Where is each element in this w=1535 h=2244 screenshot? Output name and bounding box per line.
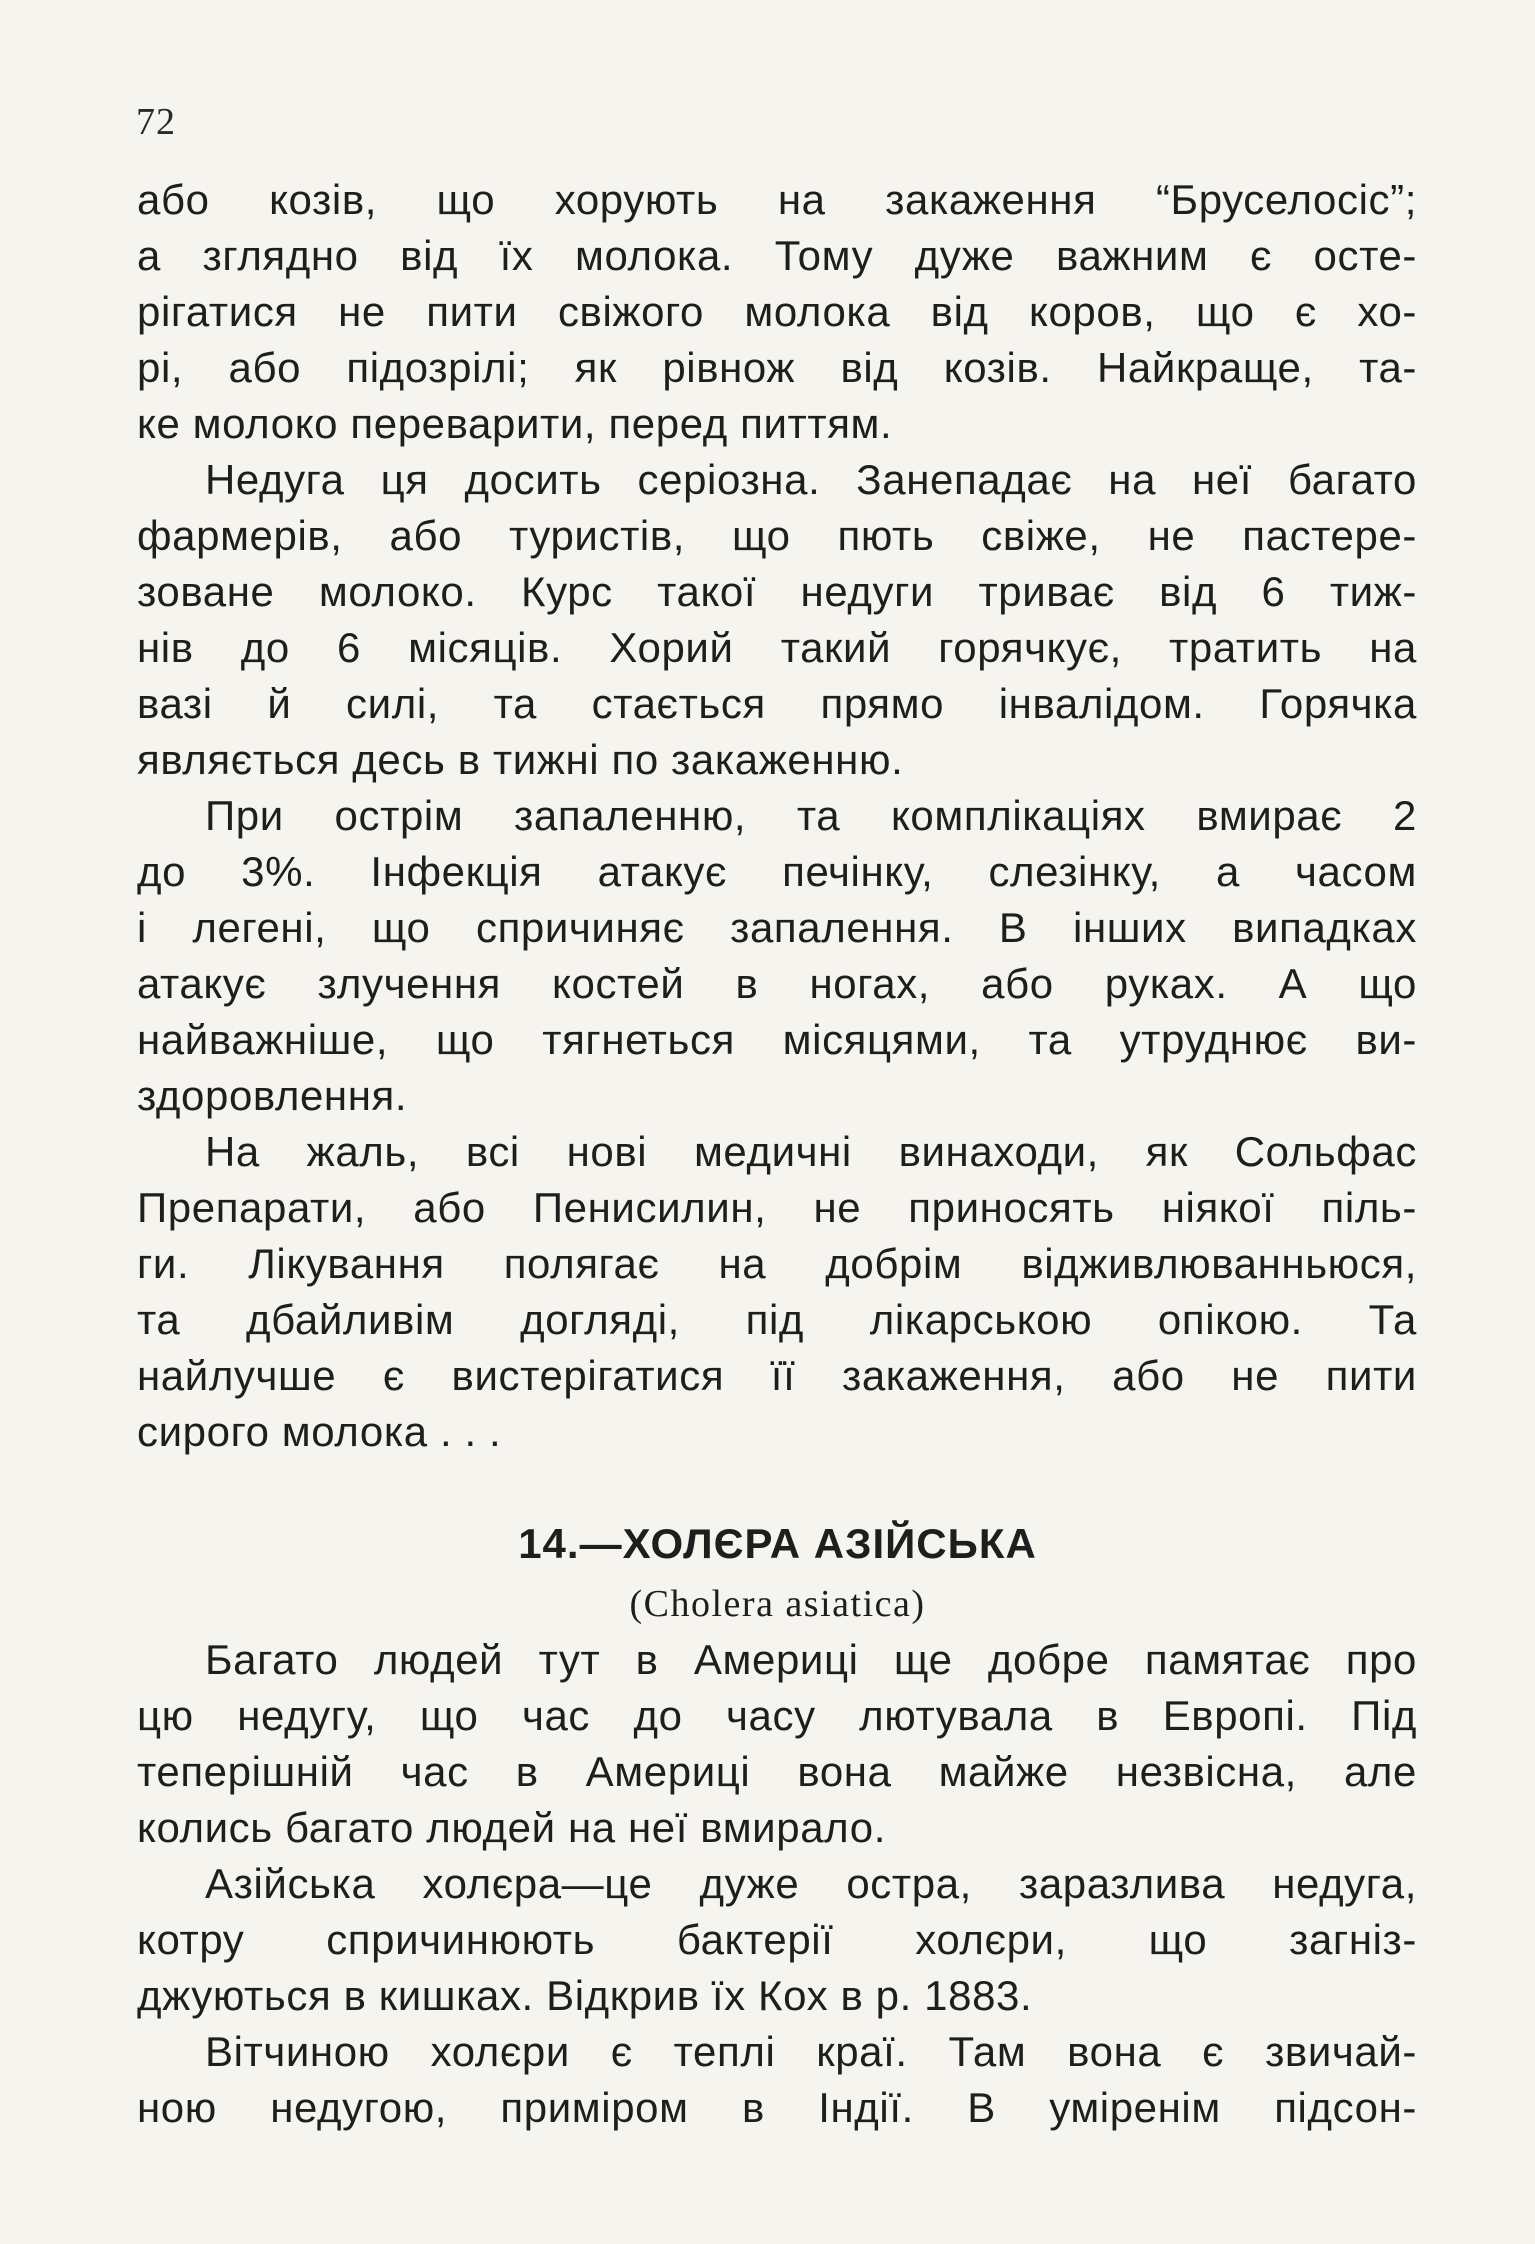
text-line: являється десь в тижні по закаженню. <box>137 736 904 783</box>
paragraph <box>137 172 1417 452</box>
text-line: джуються в кишках. Відкрив їх Кох в р. 1883. <box>137 1972 1033 2019</box>
text-line: сирого молока . . . <box>137 1408 502 1455</box>
text-line: зоване молоко. Курс такої недуги триває від 6 тиж- <box>137 568 1417 615</box>
text-line: здоровлення. <box>137 1072 408 1119</box>
page-number: 72 <box>136 101 176 143</box>
paragraph <box>137 788 1417 1124</box>
section-heading: 14.—ХОЛЄРА АЗІЙСЬКА <box>518 1520 1037 1567</box>
text-line: фармерів, або туристів, що пють свіже, не пастере- <box>137 512 1417 559</box>
text-line: найважніше, що тягнеться місяцями, та утруднює ви- <box>137 1016 1417 1063</box>
text-line: вазі й силі, та стається прямо інвалідом. Горячка <box>137 680 1417 727</box>
text-line: Недуга ця досить серіозна. Занепадає на неї багато <box>205 456 1417 503</box>
text-line: і легені, що спричиняє запалення. В інших випадках <box>137 904 1417 951</box>
paragraph <box>137 1124 1417 1460</box>
text-line: Багато людей тут в Америці ще добре памятає про <box>205 1636 1417 1683</box>
paragraph <box>137 452 1417 788</box>
text-line: атакує злучення костей в ногах, або руках. А що <box>137 960 1417 1007</box>
text-line: котру спричинюють бактерії холєри, що загніз- <box>137 1916 1417 1963</box>
section-subheading: (Cholera asiatica) <box>629 1583 926 1625</box>
paragraph <box>137 2024 1417 2136</box>
text-line: ги. Лікування полягає на добрім відживлюванньюся, <box>137 1240 1417 1287</box>
text-line: ною недугою, приміром в Індії. В уміренім підсон- <box>137 2084 1417 2131</box>
text-line: Препарати, або Пенисилин, не приносять ніякої піль- <box>137 1184 1417 1231</box>
text-line: При острім запаленню, та комплікаціях вмирає 2 <box>205 792 1417 839</box>
text-line: цю недугу, що час до часу лютувала в Европі. Під <box>137 1692 1417 1739</box>
text-line: а зглядно від їх молока. Тому дуже важним є осте- <box>137 232 1417 279</box>
text-line: Азійська холєра—це дуже остра, заразлива недуга, <box>205 1860 1417 1907</box>
text-line: нів до 6 місяців. Хорий такий горячкує, тратить на <box>137 624 1417 671</box>
paragraph <box>137 1632 1417 1856</box>
text-line: до 3%. Інфекція атакує печінку, слезінку, а часом <box>137 848 1417 895</box>
text-block-bottom <box>137 1632 1417 2136</box>
text-line: ке молоко переварити, перед питтям. <box>137 400 893 447</box>
paragraph <box>137 1856 1417 2024</box>
text-block-top <box>137 172 1417 1460</box>
text-line: колись багато людей на неї вмирало. <box>137 1804 886 1851</box>
text-line: На жаль, всі нові медичні винаходи, як Сольфас <box>205 1128 1417 1175</box>
text-line: рігатися не пити свіжого молока від коров, що є хо- <box>137 288 1417 335</box>
text-line: найлучше є вистерігатися її закаження, або не пити <box>137 1352 1417 1399</box>
text-line: Вітчиною холєри є теплі краї. Там вона є звичай- <box>205 2028 1417 2075</box>
text-line: рі, або підозрілі; як рівнож від козів. Найкраще, та- <box>137 344 1417 391</box>
text-line: теперішній час в Америці вона майже незвісна, але <box>137 1748 1417 1795</box>
text-line: або козів, що хорують на закаження “Бруселосіс”; <box>137 176 1417 223</box>
text-line: та дбайливім догляді, під лікарською опікою. Та <box>137 1296 1417 1343</box>
